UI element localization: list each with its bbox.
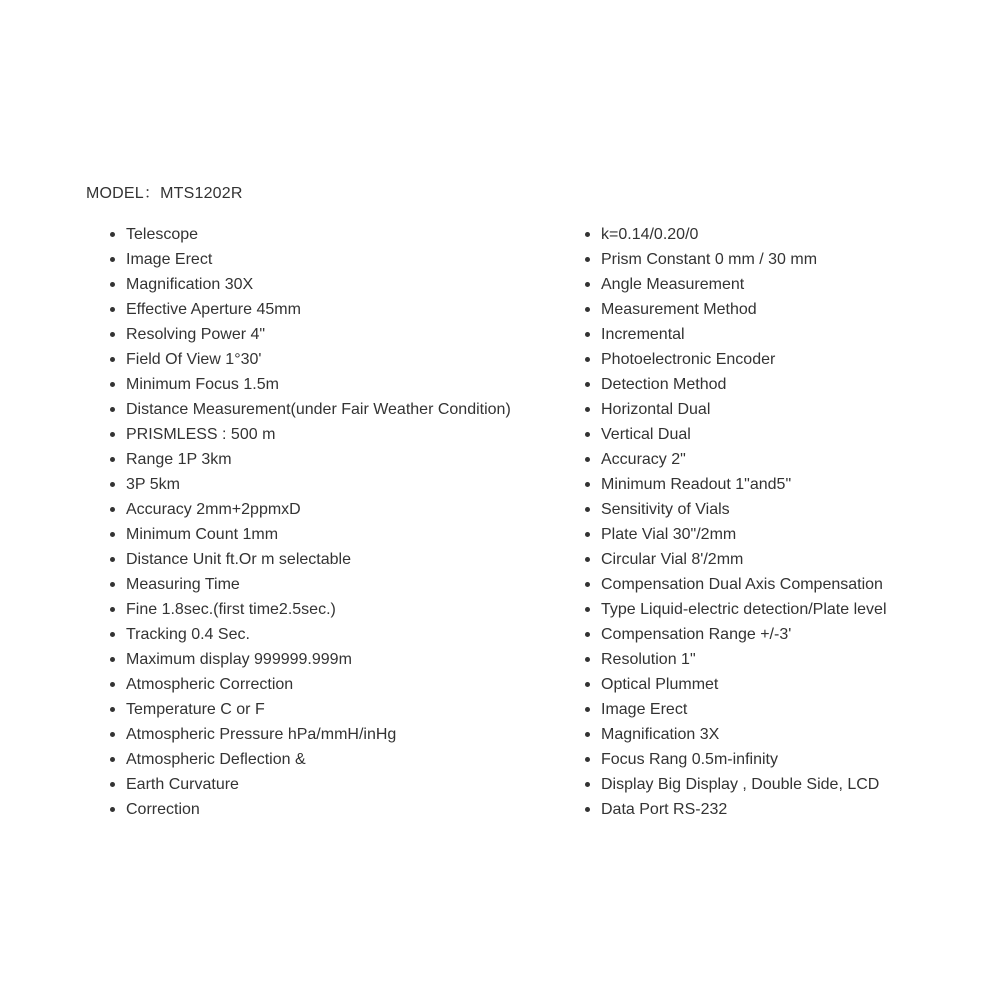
spec-item: Telescope	[108, 222, 511, 247]
spec-item: Tracking 0.4 Sec.	[108, 622, 511, 647]
spec-item: Minimum Count 1mm	[108, 522, 511, 547]
spec-item: Atmospheric Pressure hPa/mmH/inHg	[108, 722, 511, 747]
spec-item: PRISMLESS : 500 m	[108, 422, 511, 447]
spec-item: Atmospheric Deflection &	[108, 747, 511, 772]
spec-item: Resolving Power 4"	[108, 322, 511, 347]
spec-item: Temperature C or F	[108, 697, 511, 722]
spec-item: Measuring Time	[108, 572, 511, 597]
spec-item: Resolution 1"	[583, 647, 887, 672]
spec-item: Field Of View 1°30'	[108, 347, 511, 372]
spec-item: Display Big Display , Double Side, LCD	[583, 772, 887, 797]
model-label: MODEL：	[86, 185, 161, 202]
model-heading	[86, 184, 243, 204]
spec-item: Data Port RS-232	[583, 797, 887, 822]
spec-item: Vertical Dual	[583, 422, 887, 447]
spec-item: Compensation Range +/-3'	[583, 622, 887, 647]
spec-item: Range 1P 3km	[108, 447, 511, 472]
spec-item: Correction	[108, 797, 511, 822]
spec-item: Maximum display 999999.999m	[108, 647, 511, 672]
spec-item: Horizontal Dual	[583, 397, 887, 422]
spec-item: Plate Vial 30"/2mm	[583, 522, 887, 547]
spec-list-left	[108, 222, 511, 822]
spec-item: Fine 1.8sec.(first time2.5sec.)	[108, 597, 511, 622]
spec-item: Measurement Method	[583, 297, 887, 322]
spec-item: Accuracy 2mm+2ppmxD	[108, 497, 511, 522]
spec-item: Earth Curvature	[108, 772, 511, 797]
spec-item: Detection Method	[583, 372, 887, 397]
spec-list-right	[583, 222, 887, 822]
spec-item: Magnification 3X	[583, 722, 887, 747]
spec-item: Angle Measurement	[583, 272, 887, 297]
spec-item: Photoelectronic Encoder	[583, 347, 887, 372]
spec-item: Type Liquid-electric detection/Plate level	[583, 597, 887, 622]
spec-item: Minimum Focus 1.5m	[108, 372, 511, 397]
spec-item: Optical Plummet	[583, 672, 887, 697]
spec-item: Accuracy 2"	[583, 447, 887, 472]
spec-item: Sensitivity of Vials	[583, 497, 887, 522]
spec-item: Magnification 30X	[108, 272, 511, 297]
spec-item: Prism Constant 0 mm / 30 mm	[583, 247, 887, 272]
spec-item: Incremental	[583, 322, 887, 347]
spec-item: Circular Vial 8'/2mm	[583, 547, 887, 572]
spec-item: Minimum Readout 1"and5"	[583, 472, 887, 497]
spec-item: k=0.14/0.20/0	[583, 222, 887, 247]
spec-item: Compensation Dual Axis Compensation	[583, 572, 887, 597]
spec-item: Distance Measurement(under Fair Weather Condition)	[108, 397, 511, 422]
spec-item: 3P 5km	[108, 472, 511, 497]
spec-item: Atmospheric Correction	[108, 672, 511, 697]
spec-item: Focus Rang 0.5m-infinity	[583, 747, 887, 772]
spec-item: Distance Unit ft.Or m selectable	[108, 547, 511, 572]
spec-item: Image Erect	[108, 247, 511, 272]
spec-item: Effective Aperture 45mm	[108, 297, 511, 322]
spec-item: Image Erect	[583, 697, 887, 722]
model-value: MTS1202R	[160, 185, 243, 202]
